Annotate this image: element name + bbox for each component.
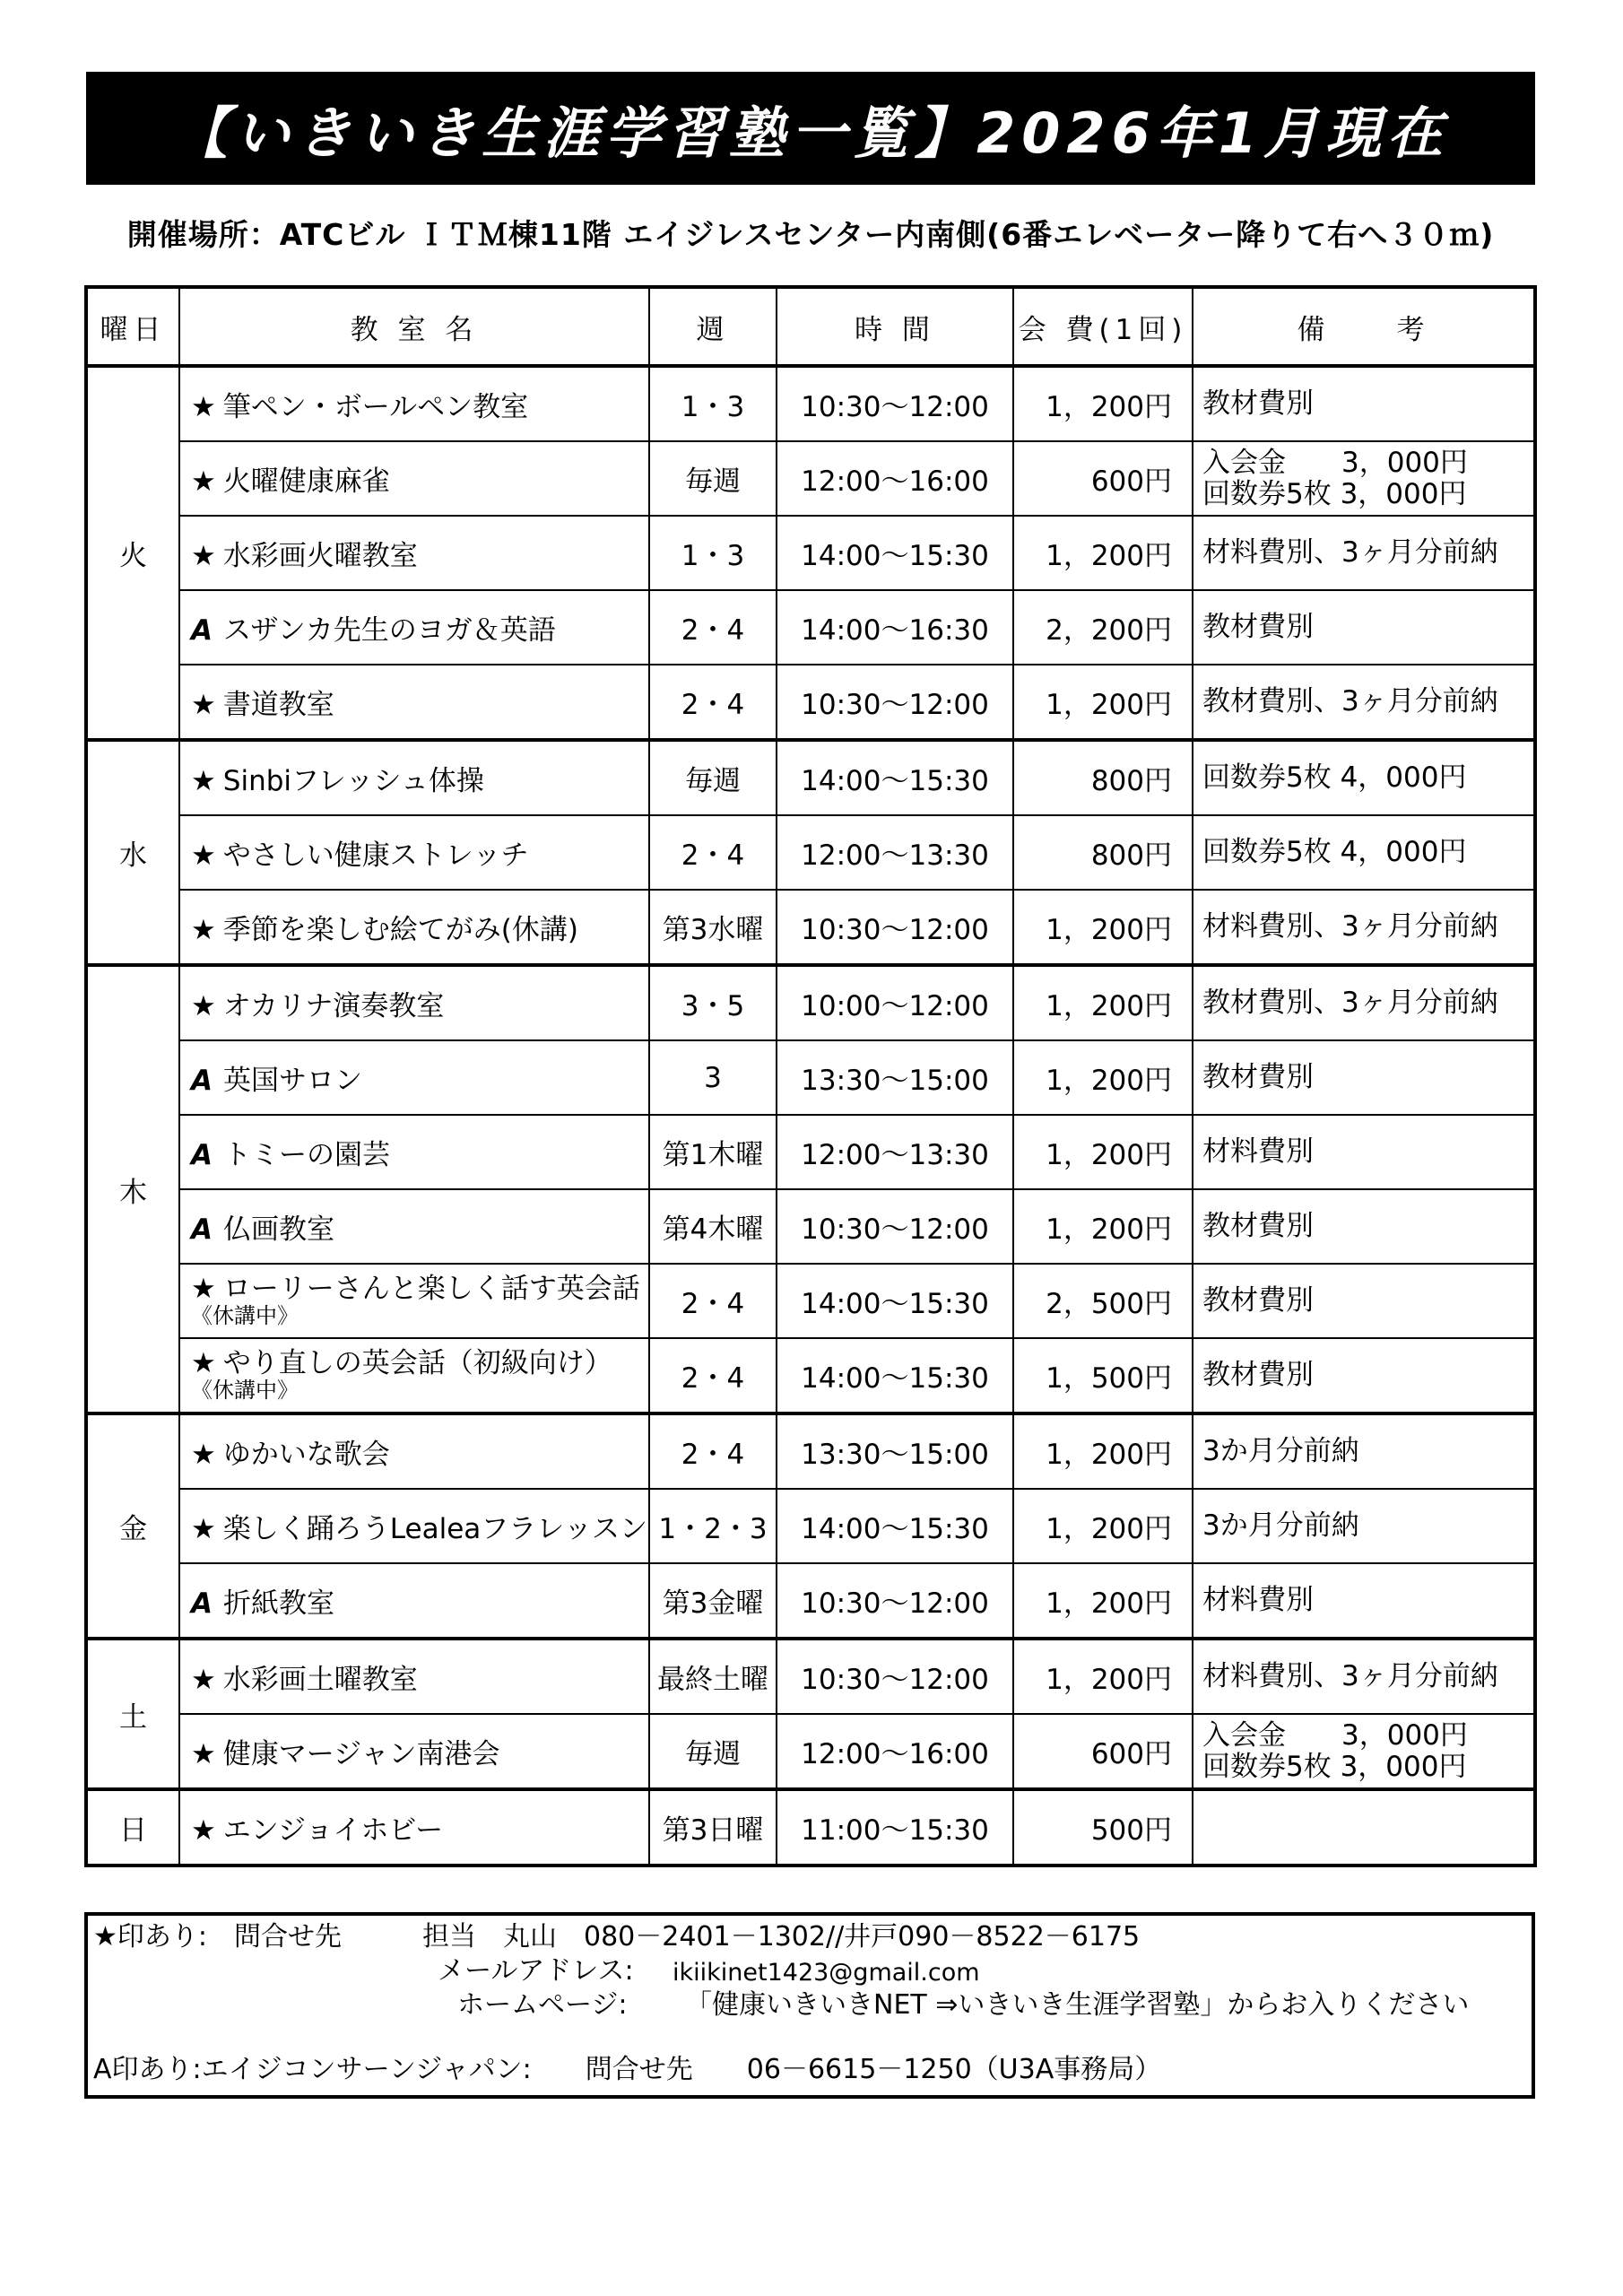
star-icon: ★ (191, 391, 216, 423)
table-row (86, 1714, 1535, 1789)
header-notes: 備 考 (1193, 287, 1535, 366)
class-name-cell (179, 665, 649, 740)
table-row (86, 1639, 1535, 1714)
day-cell: 木 (86, 965, 179, 1413)
fee-cell: 1，200円 (1013, 890, 1193, 965)
note-line: 入会金 3，000円 (1202, 1719, 1468, 1752)
a-mark: A (191, 1139, 213, 1171)
table-row (86, 815, 1535, 890)
week-cell: 2・4 (649, 815, 777, 890)
star-icon: ★ (191, 914, 216, 946)
fee-cell: 1，200円 (1013, 1563, 1193, 1639)
fee-cell: 1，200円 (1013, 366, 1193, 441)
schedule-table (84, 285, 1537, 1867)
class-name-cell (179, 1563, 649, 1639)
note-line: 回数券5枚 3，000円 (1202, 477, 1467, 510)
notes-cell: 教材費別 (1193, 1338, 1535, 1413)
class-name-cell (179, 740, 649, 815)
class-name-cell (179, 1338, 649, 1413)
star-icon: ★ (191, 465, 216, 498)
class-name: ゆかいな歌会 (222, 1439, 390, 1471)
class-name-cell (179, 1789, 649, 1866)
week-cell: 2・4 (649, 1338, 777, 1413)
fee-cell: 1，200円 (1013, 1639, 1193, 1714)
class-name: スザンカ先生のヨガ＆英語 (223, 614, 556, 647)
table-row (86, 1115, 1535, 1189)
fee-cell: 2，200円 (1013, 590, 1193, 665)
fee-cell: 1，200円 (1013, 1115, 1193, 1189)
class-name: 水彩画土曜教室 (222, 1664, 418, 1696)
notes-cell: 教材費別 (1193, 1189, 1535, 1264)
homepage-label: ホームページ: (457, 1989, 628, 2021)
notes-cell: 教材費別 (1193, 590, 1535, 665)
notes-cell: 材料費別、3ヶ月分前納 (1193, 1639, 1535, 1714)
week-cell: 第3日曜 (649, 1789, 777, 1866)
table-row (86, 740, 1535, 815)
time-cell: 10:30～12:00 (777, 890, 1013, 965)
time-cell: 12:00～13:30 (777, 815, 1013, 890)
time-cell: 10:30～12:00 (777, 1189, 1013, 1264)
time-cell: 12:00～16:00 (777, 1714, 1013, 1789)
time-cell: 13:30～15:00 (777, 1040, 1013, 1115)
table-row (86, 516, 1535, 590)
fee-cell: 1，200円 (1013, 1189, 1193, 1264)
class-name: 火曜健康麻雀 (222, 465, 390, 498)
table-row (86, 1413, 1535, 1489)
class-name-cell (179, 1413, 649, 1489)
time-cell: 14:00～15:30 (777, 1338, 1013, 1413)
notes-cell: 3か月分前納 (1193, 1489, 1535, 1563)
class-name-cell (179, 1115, 649, 1189)
notes-cell: 教材費別、3ヶ月分前納 (1193, 965, 1535, 1040)
day-cell: 土 (86, 1639, 179, 1789)
table-row (86, 1789, 1535, 1866)
fee-cell: 1，200円 (1013, 1489, 1193, 1563)
notes-cell: 教材費別、3ヶ月分前納 (1193, 665, 1535, 740)
week-cell: 1・3 (649, 516, 777, 590)
email-address: ikiikinet1423@gmail.com (673, 1959, 980, 1987)
week-cell: 第3水曜 (649, 890, 777, 965)
notes-cell: 材料費別 (1193, 1115, 1535, 1189)
venue-info: 開催場所：ATCビル ＩＴＭ棟11階 エイジレスセンター内南側(6番エレベーター降りて右へ３０ｍ) (126, 217, 1495, 252)
time-cell: 12:00～13:30 (777, 1115, 1013, 1189)
header-week: 週 (649, 287, 777, 366)
a-contact-line: A印あり:エイジコンサーンジャパン: 問合せ先 06－6615－1250（U3A事務局） (93, 2054, 1162, 2085)
time-cell: 10:30～12:00 (777, 665, 1013, 740)
class-name-cell (179, 965, 649, 1040)
class-name-cell (179, 890, 649, 965)
time-cell: 14:00～15:30 (777, 1264, 1013, 1338)
notes-cell: 回数券5枚 4，000円 (1193, 740, 1535, 815)
fee-cell: 800円 (1013, 740, 1193, 815)
suspended-label: 《休講中》 (191, 1378, 299, 1404)
star-icon: ★ (191, 1272, 216, 1305)
notes-cell (1193, 1789, 1535, 1866)
class-name-cell (179, 1040, 649, 1115)
star-icon: ★ (191, 839, 216, 872)
star-icon: ★ (191, 1439, 216, 1471)
notes-cell (1193, 441, 1535, 516)
fee-cell: 1，200円 (1013, 965, 1193, 1040)
note-line: 回数券5枚 3，000円 (1202, 1750, 1467, 1783)
notes-cell: 教材費別 (1193, 1264, 1535, 1338)
week-cell: 2・4 (649, 1413, 777, 1489)
notes-cell: 回数券5枚 4，000円 (1193, 815, 1535, 890)
star-icon: ★ (191, 1346, 216, 1379)
header-time: 時 間 (777, 287, 1013, 366)
week-cell: 最終土曜 (649, 1639, 777, 1714)
class-name: 折紙教室 (223, 1587, 334, 1620)
class-name: 仏画教室 (223, 1213, 334, 1246)
class-name: 健康マージャン南港会 (222, 1738, 500, 1770)
class-name-cell (179, 1489, 649, 1563)
class-name: 水彩画火曜教室 (222, 540, 418, 572)
class-name: 書道教室 (222, 689, 334, 721)
a-mark: A (191, 1213, 213, 1246)
fee-cell: 2，500円 (1013, 1264, 1193, 1338)
notes-cell: 3か月分前納 (1193, 1413, 1535, 1489)
suspended-label: 《休講中》 (191, 1303, 299, 1329)
class-name: 英国サロン (223, 1065, 362, 1097)
day-cell: 水 (86, 740, 179, 965)
day-cell: 火 (86, 366, 179, 740)
note-line: 入会金 3，000円 (1202, 447, 1468, 480)
a-mark: A (191, 1587, 213, 1620)
week-cell: 1・3 (649, 366, 777, 441)
fee-cell: 1，200円 (1013, 1040, 1193, 1115)
table-row (86, 366, 1535, 441)
week-cell: 2・4 (649, 1264, 777, 1338)
class-name: やさしい健康ストレッチ (222, 839, 529, 872)
class-name-cell (179, 1714, 649, 1789)
class-name: 楽しく踊ろうLealeaフラレッスン (222, 1513, 647, 1545)
notes-cell (1193, 1714, 1535, 1789)
fee-cell: 600円 (1013, 1714, 1193, 1789)
class-name-cell (179, 590, 649, 665)
a-mark: A (191, 1065, 213, 1097)
week-cell: 毎週 (649, 740, 777, 815)
fee-cell: 1，200円 (1013, 665, 1193, 740)
star-icon: ★ (191, 1513, 216, 1545)
week-cell: 毎週 (649, 1714, 777, 1789)
class-name: ローリーさんと楽しく話す英会話 (222, 1272, 640, 1305)
email-label: メールアドレス: (438, 1955, 634, 1987)
week-cell: 第3金曜 (649, 1563, 777, 1639)
class-name: Sinbiフレッシュ体操 (222, 765, 484, 797)
star-icon: ★ (191, 1738, 216, 1770)
day-cell: 日 (86, 1789, 179, 1866)
star-icon: ★ (191, 689, 216, 721)
class-name-cell (179, 441, 649, 516)
class-name-cell (179, 1264, 649, 1338)
week-cell: 1・2・3 (649, 1489, 777, 1563)
class-name-cell (179, 815, 649, 890)
week-cell: 2・4 (649, 665, 777, 740)
class-name: やり直しの英会話（初級向け） (222, 1346, 612, 1379)
header-class-name: 教 室 名 (179, 287, 649, 366)
table-row (86, 665, 1535, 740)
table-row (86, 441, 1535, 516)
time-cell: 14:00～16:30 (777, 590, 1013, 665)
homepage-text: 「健康いきいきNET ⇒いきいき生涯学習塾」からお入りください (685, 1989, 1470, 2021)
table-row (86, 590, 1535, 665)
table-header-row (86, 287, 1535, 366)
time-cell: 10:30～12:00 (777, 366, 1013, 441)
fee-cell: 500円 (1013, 1789, 1193, 1866)
week-cell: 3 (649, 1040, 777, 1115)
time-cell: 14:00～15:30 (777, 1489, 1013, 1563)
table-row (86, 1489, 1535, 1563)
class-name-cell (179, 1189, 649, 1264)
time-cell: 14:00～15:30 (777, 516, 1013, 590)
class-name-cell (179, 366, 649, 441)
star-icon: ★ (191, 1814, 216, 1847)
star-icon: ★ (191, 990, 216, 1022)
time-cell: 10:00～12:00 (777, 965, 1013, 1040)
time-cell: 12:00～16:00 (777, 441, 1013, 516)
table-row (86, 965, 1535, 1040)
notes-cell: 教材費別 (1193, 366, 1535, 441)
class-name: トミーの園芸 (223, 1139, 390, 1171)
week-cell: 第4木曜 (649, 1189, 777, 1264)
header-fee: 会 費(1回) (1013, 287, 1193, 366)
class-name-cell (179, 516, 649, 590)
star-icon: ★ (191, 540, 216, 572)
fee-cell: 1，500円 (1013, 1338, 1193, 1413)
class-name: 季節を楽しむ絵てがみ(休講) (222, 914, 578, 946)
table-row (86, 1338, 1535, 1413)
page-title: 【いきいき生涯学習塾一覧】2026年1月現在 (86, 72, 1535, 185)
time-cell: 14:00～15:30 (777, 740, 1013, 815)
time-cell: 10:30～12:00 (777, 1639, 1013, 1714)
table-row (86, 890, 1535, 965)
star-icon: ★ (191, 765, 216, 797)
week-cell: 2・4 (649, 590, 777, 665)
week-cell: 第1木曜 (649, 1115, 777, 1189)
table-row (86, 1264, 1535, 1338)
class-name-cell (179, 1639, 649, 1714)
day-cell: 金 (86, 1413, 179, 1639)
table-row (86, 1040, 1535, 1115)
time-cell: 11:00～15:30 (777, 1789, 1013, 1866)
fee-cell: 600円 (1013, 441, 1193, 516)
contact-box (84, 1912, 1535, 2099)
a-mark: A (191, 614, 213, 647)
class-name: 筆ペン・ボールペン教室 (222, 391, 529, 423)
notes-cell: 材料費別、3ヶ月分前納 (1193, 516, 1535, 590)
fee-cell: 1，200円 (1013, 516, 1193, 590)
table-row (86, 1189, 1535, 1264)
time-cell: 13:30～15:00 (777, 1413, 1013, 1489)
header-day: 曜日 (86, 287, 179, 366)
fee-cell: 800円 (1013, 815, 1193, 890)
notes-cell: 材料費別、3ヶ月分前納 (1193, 890, 1535, 965)
time-cell: 10:30～12:00 (777, 1563, 1013, 1639)
fee-cell: 1，200円 (1013, 1413, 1193, 1489)
class-name: エンジョイホビー (222, 1814, 444, 1847)
notes-cell: 教材費別 (1193, 1040, 1535, 1115)
star-contact-line: ★印あり: 問合せ先 担当 丸山 080－2401－1302//井戸090－8522－6175 (93, 1921, 1141, 1952)
week-cell: 3・5 (649, 965, 777, 1040)
class-name: オカリナ演奏教室 (222, 990, 445, 1022)
week-cell: 毎週 (649, 441, 777, 516)
notes-cell: 材料費別 (1193, 1563, 1535, 1639)
table-row (86, 1563, 1535, 1639)
star-icon: ★ (191, 1664, 216, 1696)
